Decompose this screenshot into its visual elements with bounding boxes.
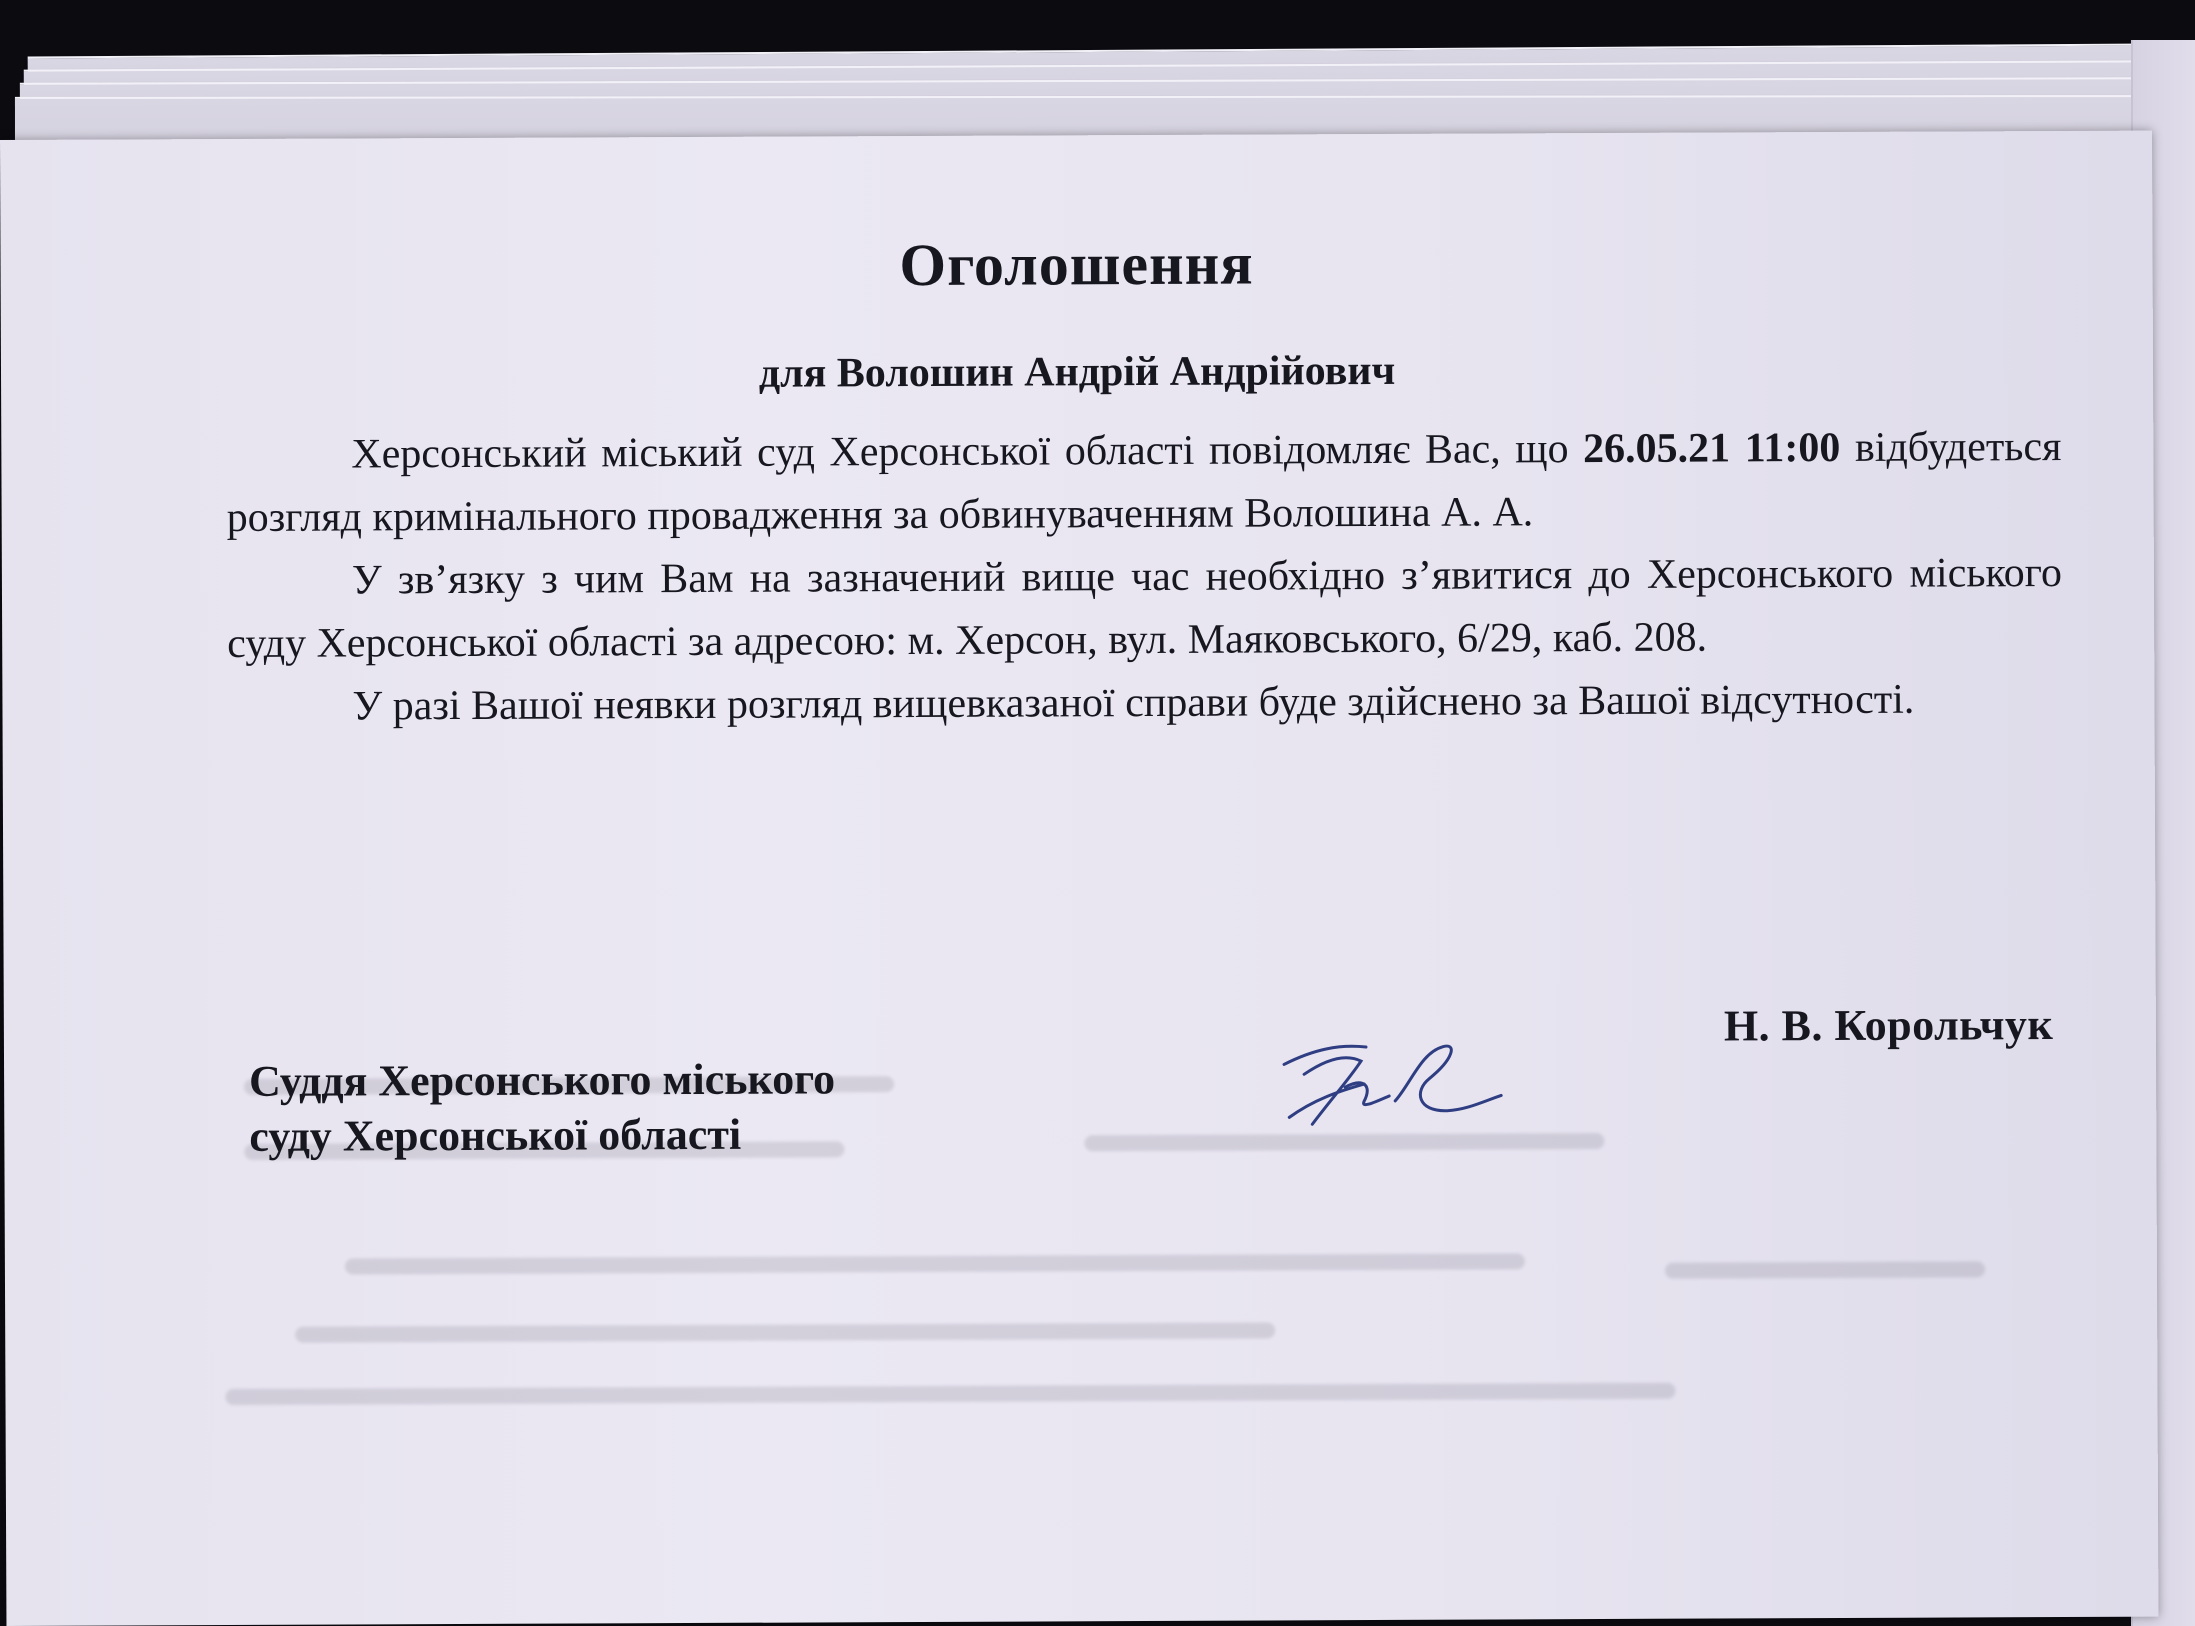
paragraph-1-space (1730, 425, 1745, 471)
announcement-recipient: для Волошин Андрій Андрійович (758, 347, 1396, 397)
paragraph-1-text-start: Херсонський міський суд Херсонської області повідомляє Вас, що (351, 426, 1584, 478)
paragraph-absence-notice: У разі Вашої неявки розгляд вищевказаної справи буде здійснено за Вашої відсутності. (352, 676, 1915, 730)
judge-position-line-1: Суддя Херсонського міського (249, 1054, 836, 1106)
judge-position (249, 1051, 949, 1164)
handwritten-signature-icon (1269, 1028, 1510, 1149)
hearing-time: 11:00 (1744, 424, 1841, 472)
announcement-sheet (0, 131, 2158, 1626)
paragraph-appearance-address: У зв’язку з чим Вам на зазначений вище час необхідно з’явитися до Херсонського міського суду Херсонської області за адресою: м. Херсон, вул. Маяковського, 6/29, каб. 208. (227, 550, 2063, 668)
announcement-content (0, 131, 2158, 1626)
paragraph-hearing-date (226, 416, 2062, 550)
judge-name: Н. В. Корольчук (1723, 1000, 2054, 1051)
hearing-date: 26.05.21 (1583, 425, 1731, 473)
paragraph-1-text-end: відбудеться розгляд кримінального провадження за обвинуваченням Волошина А. А. (226, 424, 2062, 542)
announcement-body (226, 416, 2062, 739)
judge-position-line-2: суду Херсонської області (249, 1109, 742, 1161)
announcement-title: Оголошення (899, 230, 1254, 299)
